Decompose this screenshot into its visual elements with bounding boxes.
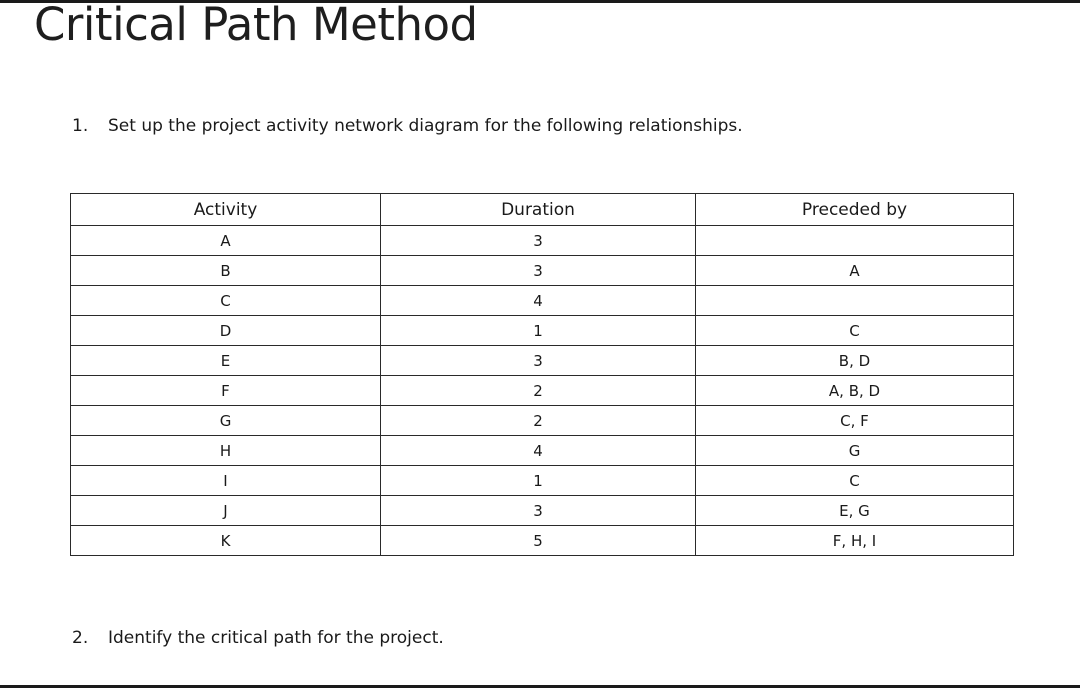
table-row [71, 436, 1014, 466]
question-2-number: 2. [72, 628, 89, 648]
activity-table [70, 193, 1014, 556]
duration-cell: 3 [381, 256, 696, 286]
table-row [71, 376, 1014, 406]
table-row [71, 346, 1014, 376]
bottom-rule [0, 685, 1080, 688]
preceded-by-cell: A, B, D [696, 376, 1014, 406]
question-2 [72, 628, 444, 648]
preceded-by-cell: C [696, 316, 1014, 346]
activity-cell: B [71, 256, 381, 286]
preceded-by-cell [696, 286, 1014, 316]
table-row [71, 226, 1014, 256]
duration-cell: 5 [381, 526, 696, 556]
table-row [71, 406, 1014, 436]
activity-cell: C [71, 286, 381, 316]
question-1-number: 1. [72, 116, 89, 136]
duration-cell: 1 [381, 466, 696, 496]
duration-cell: 3 [381, 346, 696, 376]
activity-cell: H [71, 436, 381, 466]
duration-cell: 3 [381, 226, 696, 256]
activity-cell: G [71, 406, 381, 436]
activity-cell: F [71, 376, 381, 406]
preceded-by-cell [696, 226, 1014, 256]
activity-cell: K [71, 526, 381, 556]
table-row [71, 526, 1014, 556]
table-header-row [71, 194, 1014, 226]
activity-cell: A [71, 226, 381, 256]
question-1 [72, 116, 743, 136]
question-2-text: Identify the critical path for the project. [108, 628, 444, 648]
preceded-by-cell: E, G [696, 496, 1014, 526]
table-row [71, 496, 1014, 526]
duration-cell: 3 [381, 496, 696, 526]
preceded-by-cell: B, D [696, 346, 1014, 376]
question-1-text: Set up the project activity network diagram for the following relationships. [108, 116, 743, 136]
duration-cell: 2 [381, 376, 696, 406]
preceded-by-cell: A [696, 256, 1014, 286]
preceded-by-cell: C [696, 466, 1014, 496]
table-row [71, 286, 1014, 316]
column-header-preceded-by: Preceded by [696, 194, 1014, 226]
duration-cell: 2 [381, 406, 696, 436]
activity-cell: D [71, 316, 381, 346]
activity-cell: I [71, 466, 381, 496]
preceded-by-cell: F, H, I [696, 526, 1014, 556]
column-header-activity: Activity [71, 194, 381, 226]
activity-cell: J [71, 496, 381, 526]
table-row [71, 466, 1014, 496]
activity-cell: E [71, 346, 381, 376]
preceded-by-cell: G [696, 436, 1014, 466]
table-row [71, 316, 1014, 346]
table-row [71, 256, 1014, 286]
duration-cell: 1 [381, 316, 696, 346]
duration-cell: 4 [381, 436, 696, 466]
preceded-by-cell: C, F [696, 406, 1014, 436]
duration-cell: 4 [381, 286, 696, 316]
page-title: Critical Path Method [34, 0, 478, 51]
column-header-duration: Duration [381, 194, 696, 226]
